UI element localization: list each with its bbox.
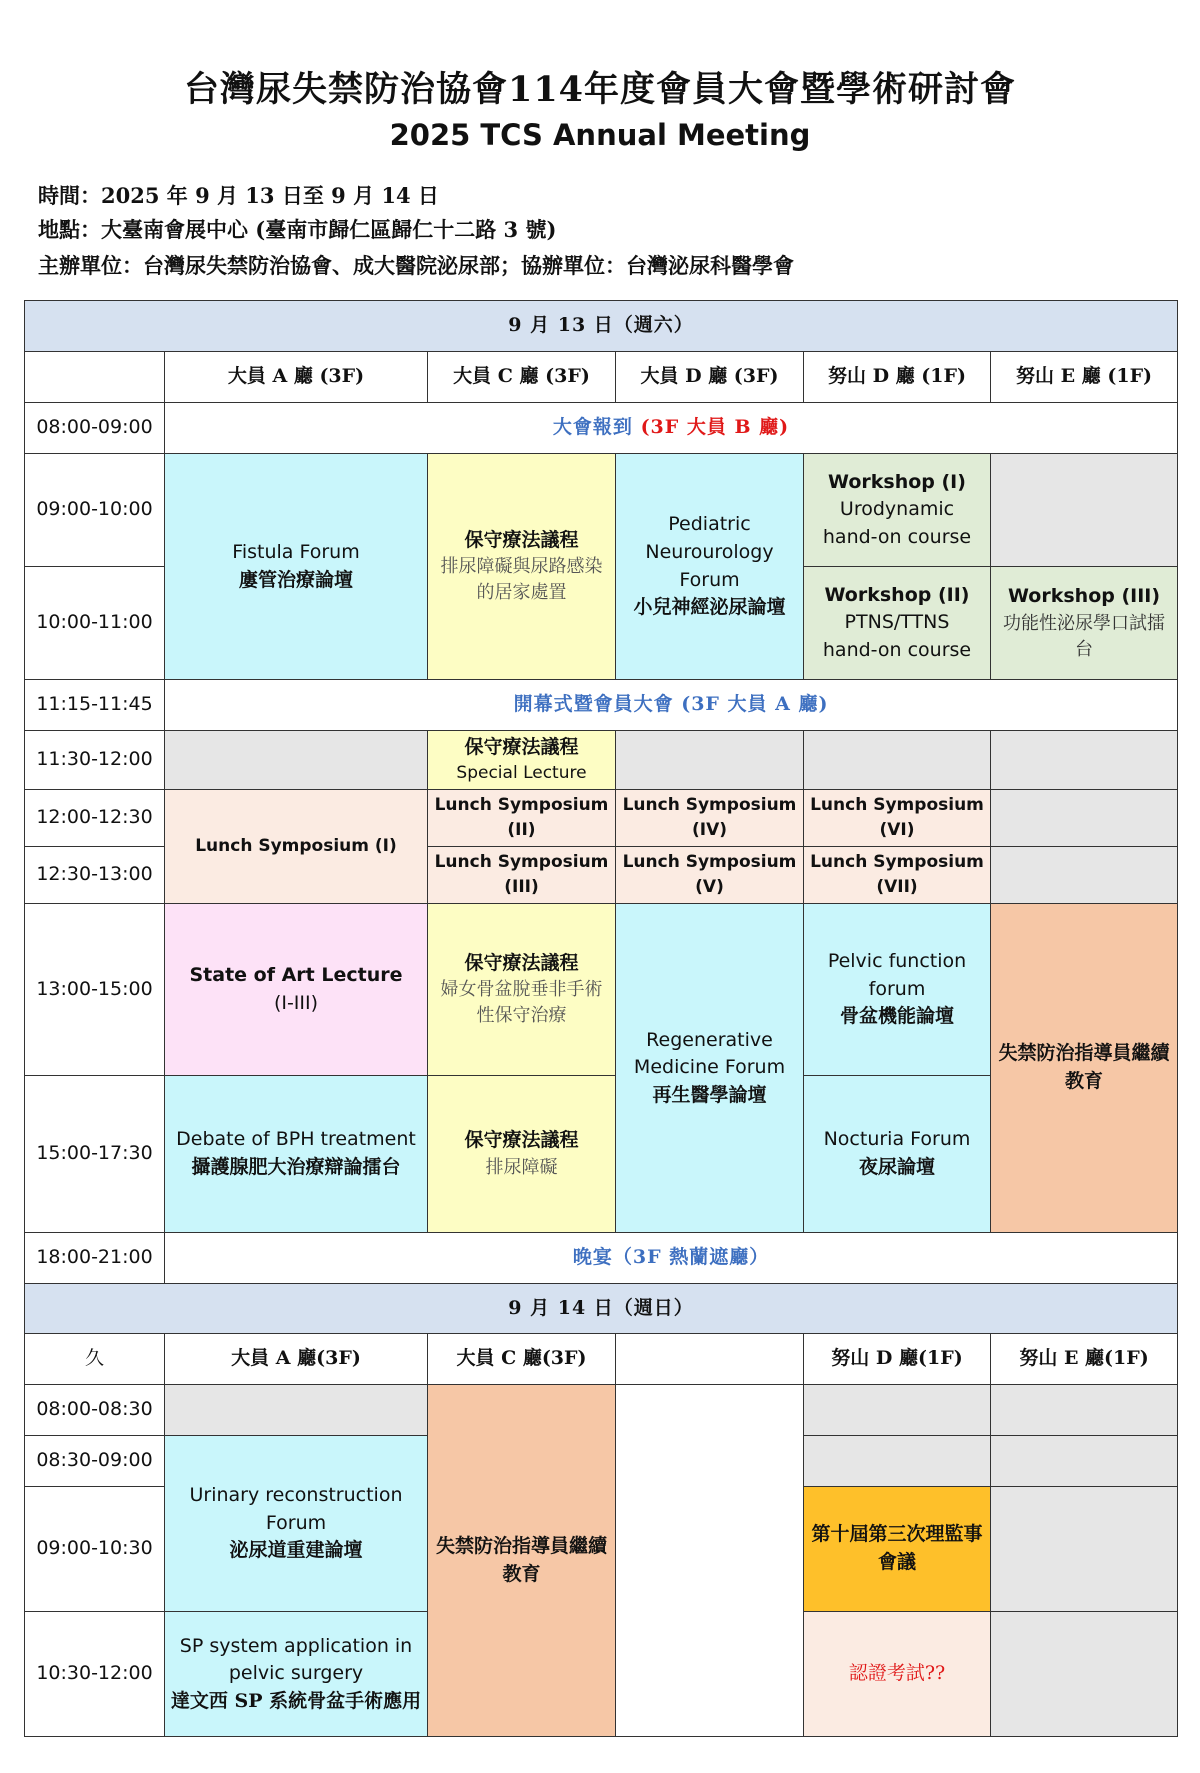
time-slot: 13:00-15:00 xyxy=(25,904,165,1076)
time-slot: 12:00-12:30 xyxy=(25,790,165,847)
session-conservative-3 xyxy=(428,1076,616,1233)
session-fistula-forum xyxy=(165,454,428,680)
session-title: Lunch Symposium (III) xyxy=(434,852,609,897)
session-title: Lunch Symposium (VII) xyxy=(810,852,984,897)
session-line: hand-on course xyxy=(822,638,972,661)
session-pelvic-forum xyxy=(804,904,991,1076)
room-header: 大員 A 廳(3F) xyxy=(165,1334,428,1385)
session-title: Lunch Symposium (VI) xyxy=(810,795,984,840)
day1-title: 9 月 13 日（週六） xyxy=(25,301,1178,352)
time-slot: 18:00-21:00 xyxy=(25,1233,165,1284)
session-lunch-4 xyxy=(616,790,804,847)
session-subtitle: Special Lecture xyxy=(456,763,587,784)
session-title: 保守療法議程 xyxy=(464,1129,579,1152)
session-title: 保守療法議程 xyxy=(464,735,579,758)
corner-cell: 久 xyxy=(25,1334,165,1385)
session-title-zh: 泌尿道重建論壇 xyxy=(229,1539,363,1562)
empty-cell xyxy=(991,847,1178,904)
corner-cell xyxy=(25,352,165,403)
room-header: 大員 D 廳 (3F) xyxy=(616,352,804,403)
session-title: Lunch Symposium (IV) xyxy=(622,795,797,840)
session-lunch-1 xyxy=(165,790,428,904)
session-title: 失禁防治指導員繼續教育 xyxy=(435,1534,607,1585)
session-bph-debate xyxy=(165,1076,428,1233)
session-state-of-art xyxy=(165,904,428,1076)
page-title: 台灣尿失禁防治協會114年度會員大會暨學術研討會 xyxy=(183,69,1017,110)
room-header: 努山 E 廳(1F) xyxy=(991,1334,1178,1385)
registration-row xyxy=(165,403,1178,454)
session-nocturia-forum xyxy=(804,1076,991,1233)
session-line: Urodynamic xyxy=(839,498,955,521)
room-header: 大員 A 廳 (3F) xyxy=(165,352,428,403)
session-conservative-2 xyxy=(428,904,616,1076)
empty-cell xyxy=(991,1487,1178,1612)
session-line: hand-on course xyxy=(822,525,972,548)
empty-cell xyxy=(616,731,804,790)
time-slot: 12:30-13:00 xyxy=(25,847,165,904)
session-title-en: Fistula Forum xyxy=(232,540,360,563)
time-slot: 09:00-10:30 xyxy=(25,1487,165,1612)
session-continence-education xyxy=(991,904,1178,1233)
session-board-meeting xyxy=(804,1487,991,1612)
banquet-row: 晚宴（3F 熱蘭遮廳） xyxy=(165,1233,1178,1284)
session-continence-education-day2 xyxy=(428,1385,616,1737)
day1-room-header xyxy=(25,352,1178,403)
empty-cell xyxy=(804,731,991,790)
session-subtitle: (I-III) xyxy=(273,991,319,1014)
session-title-zh: 夜尿論壇 xyxy=(858,1156,935,1178)
session-title: 認證考試?? xyxy=(848,1662,946,1685)
time-slot: 15:00-17:30 xyxy=(25,1076,165,1233)
registration-label: 大會報到 xyxy=(552,416,633,439)
session-title-zh: 再生醫學論壇 xyxy=(652,1083,767,1106)
time-slot: 10:00-11:00 xyxy=(25,567,165,680)
session-title-en: Urinary reconstruction Forum xyxy=(189,1484,403,1534)
day2-title: 9 月 14 日（週日） xyxy=(25,1284,1178,1334)
session-title: State of Art Lecture xyxy=(189,963,403,986)
session-title: Workshop (II) xyxy=(824,583,970,606)
session-conservative-1 xyxy=(428,454,616,680)
session-title-en: Pediatric Neurourology Forum xyxy=(645,513,774,591)
empty-cell xyxy=(991,1612,1178,1737)
room-header: 大員 C 廳 (3F) xyxy=(428,352,616,403)
session-line: PTNS/TTNS xyxy=(844,611,950,634)
session-subtitle: 排尿障礙 xyxy=(485,1156,558,1178)
session-certification-exam xyxy=(804,1612,991,1737)
session-title: 第十屆第三次理監事會議 xyxy=(811,1523,983,1573)
room-header: 努山 D 廳 (1F) xyxy=(804,352,991,403)
session-subtitle: 婦女骨盆脫垂非手術性保守治療 xyxy=(440,979,603,1027)
session-regenerative-forum xyxy=(616,904,804,1233)
session-title-zh: 攝護腺肥大治療辯論擂台 xyxy=(191,1156,401,1178)
session-title-en: SP system application in pelvic surgery xyxy=(179,1634,413,1685)
session-title: 失禁防治指導員繼續教育 xyxy=(998,1042,1170,1092)
session-lunch-5 xyxy=(616,847,804,904)
empty-cell xyxy=(165,1385,428,1436)
registration-location: (3F 大員 B 廳) xyxy=(640,416,790,439)
session-workshop-2 xyxy=(804,567,991,680)
day2-room-header xyxy=(25,1334,1178,1385)
schedule-table xyxy=(24,300,1178,1737)
empty-cell xyxy=(991,731,1178,790)
session-sp-system xyxy=(165,1612,428,1737)
page-subtitle: 2025 TCS Annual Meeting xyxy=(389,118,811,152)
room-header: 努山 E 廳 (1F) xyxy=(991,352,1178,403)
session-lunch-3 xyxy=(428,847,616,904)
empty-cell xyxy=(991,790,1178,847)
event-place: 地點：大臺南會展中心 (臺南市歸仁區歸仁十二路 3 號) xyxy=(38,217,557,242)
empty-cell xyxy=(165,731,428,790)
session-title: Workshop (III) xyxy=(1008,585,1161,608)
empty-cell xyxy=(991,454,1178,567)
time-slot: 08:00-08:30 xyxy=(25,1385,165,1436)
time-slot: 08:00-09:00 xyxy=(25,403,165,454)
session-workshop-3 xyxy=(991,567,1178,680)
session-title: Lunch Symposium (V) xyxy=(622,852,797,897)
session-pediatric-forum xyxy=(616,454,804,680)
session-workshop-1 xyxy=(804,454,991,567)
time-slot: 08:30-09:00 xyxy=(25,1436,165,1487)
session-title: 保守療法議程 xyxy=(464,951,579,974)
event-time: 時間：2025 年 9 月 13 日至 9 月 14 日 xyxy=(38,183,439,208)
room-header: 大員 C 廳(3F) xyxy=(428,1334,616,1385)
time-slot: 09:00-10:00 xyxy=(25,454,165,567)
session-title: Lunch Symposium (I) xyxy=(195,836,397,857)
session-title-en: Pelvic function forum xyxy=(827,950,967,1000)
session-title: Workshop (I) xyxy=(828,470,966,493)
time-slot: 11:15-11:45 xyxy=(25,680,165,731)
empty-cell xyxy=(804,1385,991,1436)
time-slot: 10:30-12:00 xyxy=(25,1612,165,1737)
session-title-zh: 達文西 SP 系統骨盆手術應用 xyxy=(170,1689,422,1712)
session-urinary-reconstruction xyxy=(165,1436,428,1612)
session-special-lecture xyxy=(428,731,616,790)
session-title-en: Nocturia Forum xyxy=(823,1128,971,1151)
empty-cell xyxy=(804,1436,991,1487)
session-lunch-6 xyxy=(804,790,991,847)
session-lunch-2 xyxy=(428,790,616,847)
session-title-zh: 小兒神經泌尿論壇 xyxy=(633,596,786,619)
empty-cell xyxy=(991,1385,1178,1436)
session-title-zh: 骨盆機能論壇 xyxy=(839,1005,954,1028)
blank-column xyxy=(616,1385,804,1737)
room-header: 努山 D 廳(1F) xyxy=(804,1334,991,1385)
session-lunch-7 xyxy=(804,847,991,904)
time-slot: 11:30-12:00 xyxy=(25,731,165,790)
opening-ceremony: 開幕式暨會員大會 (3F 大員 A 廳) xyxy=(165,680,1178,731)
session-subtitle: 排尿障礙與尿路感染的居家處置 xyxy=(440,556,603,604)
session-title: 保守療法議程 xyxy=(464,528,579,551)
session-title-zh: 廔管治療論壇 xyxy=(238,568,353,591)
session-title-en: Debate of BPH treatment xyxy=(176,1128,416,1151)
room-header xyxy=(616,1334,804,1385)
session-title-en: Regenerative Medicine Forum xyxy=(633,1028,786,1079)
session-title: Lunch Symposium (II) xyxy=(434,795,609,840)
empty-cell xyxy=(991,1436,1178,1487)
session-subtitle: 功能性泌尿學口試擂台 xyxy=(1003,612,1166,660)
event-organizer: 主辦單位：台灣尿失禁防治協會、成大醫院泌尿部；協辦單位：台灣泌尿科醫學會 xyxy=(38,253,794,278)
